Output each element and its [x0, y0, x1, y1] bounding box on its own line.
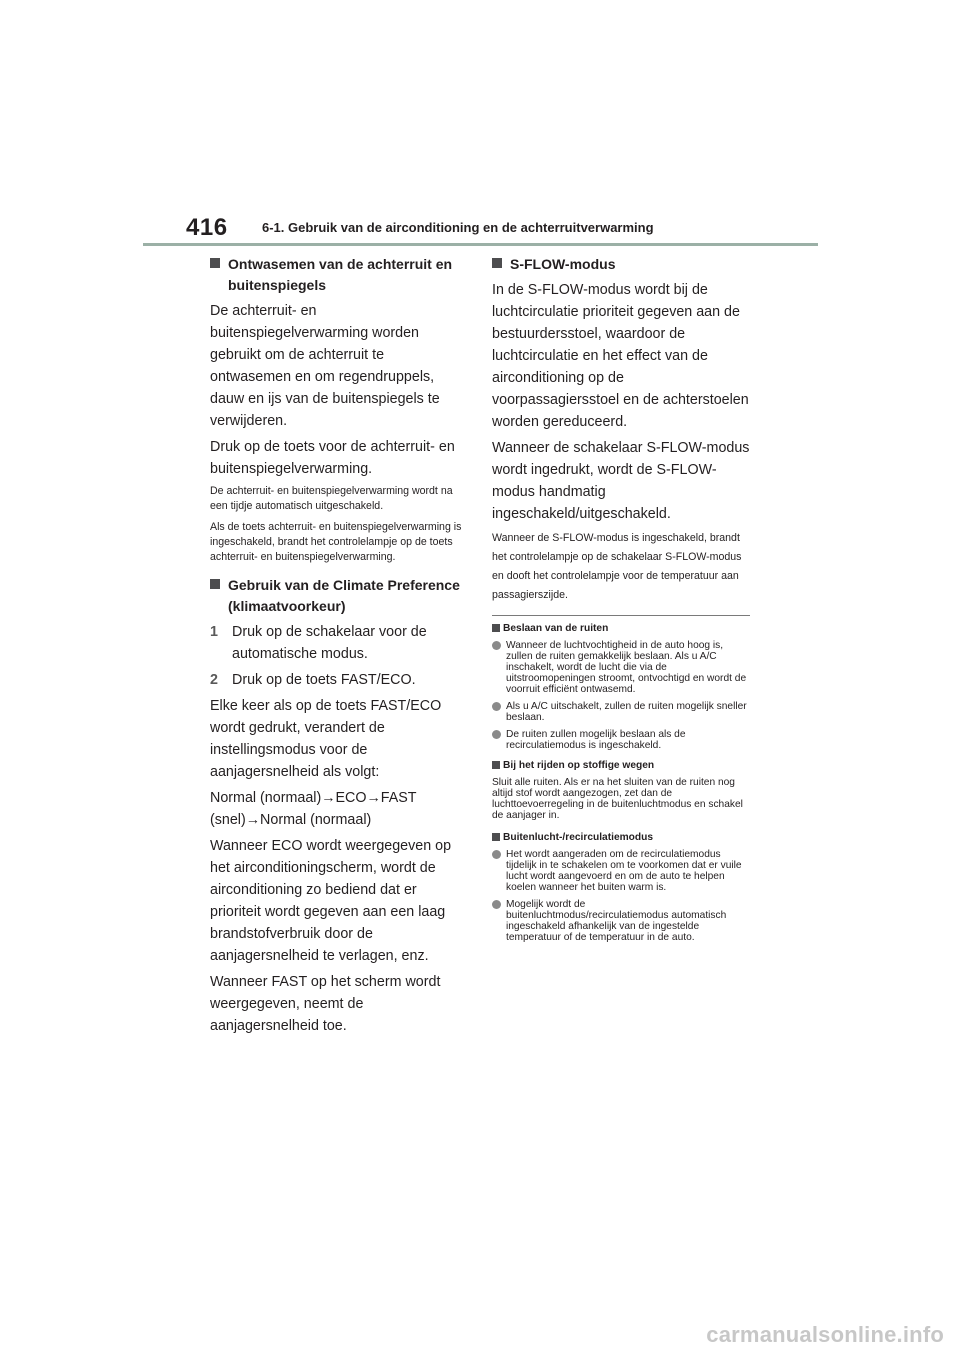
circle-bullet-icon — [492, 900, 501, 909]
square-bullet-icon — [492, 258, 502, 268]
header-rule — [143, 243, 818, 246]
square-bullet-icon — [492, 833, 500, 841]
defog-paragraph-1: De achterruit- en buitenspiegelverwarming worden gebruikt om de achterruit te ontwasemen en om regendruppels, dauw en ijs van de buitenspiegels te verwijderen. — [210, 303, 440, 429]
sflow-note: Wanneer de S-FLOW-modus is ingeschakeld, brandt het controlelampje op de schakelaar S-FLOW-modus en dooft het controlelampje voor de temperatuur aan passagierszijde. — [492, 532, 742, 601]
defog-note-2: Als de toets achterruit- en buitenspiegelverwarming is ingeschakeld, brandt het controlelampje op de toets achterruit- en buitenspiegelverwarming. — [210, 521, 462, 563]
sflow-heading-text: S-FLOW-modus — [510, 256, 616, 272]
bullet-text: Wanneer de luchtvochtigheid in de auto hoog is, zullen de ruiten gemakkelijk beslaan. Als u A/C inschakelt, wordt de lucht die via de uitstroomopeningen stroomt, ontvochtigd en wordt de voorruit efficiënt ontwasemd. — [506, 640, 747, 695]
step-2 — [210, 669, 466, 691]
watermark: carmanualsonline.info — [706, 1322, 944, 1347]
fog-bullet-3 — [492, 729, 750, 751]
defog-heading — [210, 254, 466, 296]
square-bullet-icon — [210, 579, 220, 589]
page-number: 416 — [186, 214, 228, 241]
section-title: 6-1. Gebruik van de airconditioning en de achterruitverwarming — [262, 220, 654, 235]
mode-bullet-2 — [492, 899, 750, 943]
defog-note-1: De achterruit- en buitenspiegelverwarming wordt na een tijdje automatisch uitgeschakeld. — [210, 485, 453, 512]
step-text: Druk op de toets FAST/ECO. — [232, 672, 416, 688]
mode-heading-text: Buitenlucht-/recirculatiemodus — [503, 832, 654, 843]
bullet-text: De ruiten zullen mogelijk beslaan als de recirculatiemodus is ingeschakeld. — [506, 729, 686, 751]
climate-heading-text: Gebruik van de Climate Preference (klimaatvoorkeur) — [228, 577, 460, 614]
bullet-text: Mogelijk wordt de buitenluchtmodus/recirculatiemodus automatisch ingeschakeld afhankelijk van de ingestelde temperatuur of de temperatuur in de auto. — [506, 899, 727, 943]
circle-bullet-icon — [492, 702, 501, 711]
step-1 — [210, 621, 466, 665]
dust-heading-text: Bij het rijden op stoffige wegen — [503, 760, 655, 771]
defog-paragraph-2: Druk op de toets voor de achterruit- en buitenspiegelverwarming. — [210, 439, 455, 477]
circle-bullet-icon — [492, 730, 501, 739]
climate-heading — [210, 575, 466, 617]
fog-heading — [492, 622, 750, 635]
defog-heading-text: Ontwasemen van de achterruit en buitenspiegels — [228, 256, 453, 293]
sflow-paragraph-2: Wanneer de schakelaar S-FLOW-modus wordt ingedrukt, wordt de S-FLOW-modus handmatig ingeschakeld/uitgeschakeld. — [492, 440, 750, 522]
climate-paragraph-4: Wanneer FAST op het scherm wordt weergegeven, neemt de aanjagersnelheid toe. — [210, 974, 441, 1034]
dust-heading — [492, 759, 750, 772]
notes-divider — [492, 615, 750, 616]
square-bullet-icon — [492, 624, 500, 632]
square-bullet-icon — [492, 761, 500, 769]
circle-bullet-icon — [492, 641, 501, 650]
step-number: 1 — [210, 624, 218, 640]
step-text: Druk op de schakelaar voor de automatische modus. — [232, 624, 427, 662]
sflow-heading — [492, 254, 750, 275]
sflow-paragraph-1: In de S-FLOW-modus wordt bij de luchtcirculatie prioriteit gegeven aan de bestuurdersstoel, waardoor de luchtcirculatie en het effect van de airconditioning op de voorpassagiersstoel en de achterstoelen worden gereduceerd. — [492, 282, 749, 430]
mode-heading — [492, 831, 750, 844]
step-number: 2 — [210, 672, 218, 688]
square-bullet-icon — [210, 258, 220, 268]
climate-paragraph-3: Wanneer ECO wordt weergegeven op het airconditioningscherm, wordt de airconditioning zo bediend dat er prioriteit wordt gegeven aan een laag brandstofverbruik door de aanjagersnelheid te verlagen, enz. — [210, 838, 452, 964]
bullet-text: Het wordt aangeraden om de recirculatiemodus tijdelijk in te schakelen om te voorkomen dat er vuile lucht wordt aangevoerd en om de auto te helpen koelen wanneer het buiten warm is. — [506, 849, 742, 893]
climate-paragraph-1: Elke keer als op de toets FAST/ECO wordt gedrukt, verandert de instellingsmodus voor de aanjagersnelheid als volgt: — [210, 698, 442, 780]
fog-bullet-1 — [492, 640, 750, 695]
right-column — [492, 254, 750, 949]
bullet-text: Als u A/C uitschakelt, zullen de ruiten mogelijk sneller beslaan. — [506, 701, 747, 723]
fog-bullet-2 — [492, 701, 750, 723]
climate-paragraph-2: Normal (normaal)→ECO→FAST (snel)→Normal (normaal) — [210, 790, 417, 828]
fog-heading-text: Beslaan van de ruiten — [503, 623, 609, 634]
mode-bullet-1 — [492, 849, 750, 893]
dust-paragraph: Sluit alle ruiten. Als er na het sluiten van de ruiten nog altijd stof wordt aangezogen, zet dan de luchttoevoerregeling in de buitenluchtmodus en schakel de aanjager in. — [492, 777, 743, 821]
circle-bullet-icon — [492, 850, 501, 859]
left-column — [210, 254, 466, 1041]
